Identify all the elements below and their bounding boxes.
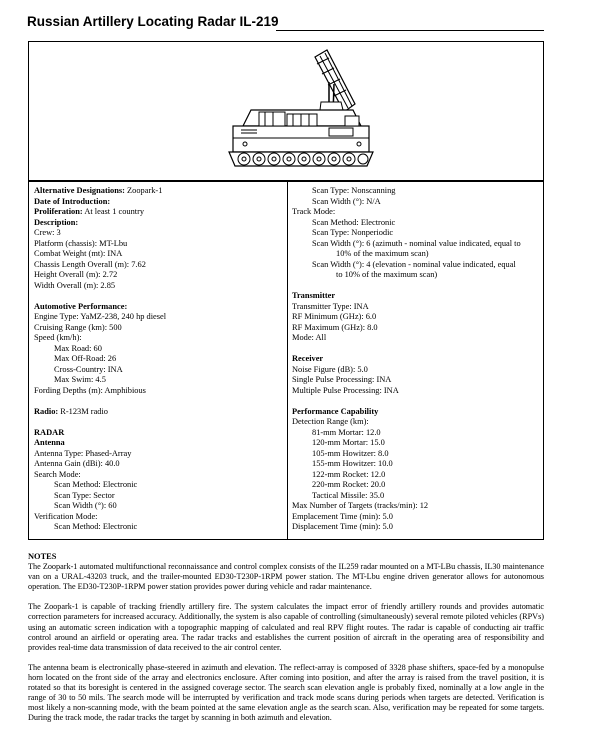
spacer — [34, 291, 282, 302]
spec-row: Combat Weight (mt): INA — [34, 249, 123, 258]
spec-row: Crew: 3 — [34, 228, 61, 237]
spec-row — [34, 197, 282, 208]
spec-row: Max Off-Road: 26 — [54, 354, 117, 363]
spec-label: Alternative Designations: — [34, 186, 125, 195]
page-title: Russian Artillery Locating Radar IL-219 — [27, 14, 279, 29]
spec-row: Tactical Missile: 35.0 — [312, 490, 385, 500]
spec-row: 105-mm Howitzer: 8.0 — [312, 448, 389, 458]
spec-row: Engine Type: YaMZ-238, 240 hp diesel — [34, 312, 167, 321]
spec-row: Noise Figure (dB): 5.0 — [292, 364, 368, 374]
spec-row: Platform (chassis): MT-Lbu — [34, 238, 128, 248]
spec-row: Scan Width (°): 60 — [54, 501, 117, 510]
spacer — [34, 417, 282, 428]
spec-row: RF Minimum (GHz): 6.0 — [292, 312, 377, 321]
notes-paragraph: The Zoopark-1 automated multifunctional reconnaissance and control complex consists of the IL259 radar mounted on a MT-LBu chassis, IL30 maintenance van on a URAL-43203 truck, and the trailer-mounted ED30-T230P-1RPM power station. The MT-Lbu engine driven generator allows for autonomous operation. The ED30-T230P-1RPM power station provides power during vehicle and radar maintenance. — [28, 562, 544, 592]
spec-row: Scan Method: Electronic — [312, 217, 396, 227]
spec-row: Search Mode: — [34, 469, 81, 479]
spec-row: Scan Method: Electronic — [54, 522, 138, 531]
spacer — [292, 344, 540, 355]
spec-row: Verification Mode: — [34, 511, 98, 521]
spec-row: 81-mm Mortar: 12.0 — [312, 427, 381, 437]
spec-row: 10% of the maximum scan) — [336, 249, 429, 258]
notes-section — [28, 552, 544, 730]
spec-value: R-123M radio — [58, 406, 108, 416]
spec-row — [34, 218, 282, 229]
spec-row: Scan Width (°): N/A — [312, 196, 381, 206]
spacer — [34, 396, 282, 407]
spec-row: Width Overall (m): 2.85 — [34, 280, 116, 290]
section-heading: Automotive Performance: — [34, 301, 128, 311]
specs-left-column — [34, 186, 282, 533]
spec-row: Scan Type: Nonperiodic — [312, 228, 394, 237]
notes-heading: NOTES — [28, 552, 57, 561]
spec-row — [34, 207, 282, 218]
spec-row: Detection Range (km): — [292, 417, 369, 426]
spec-row: Mode: All — [292, 333, 327, 342]
section-heading: Performance Capability — [292, 406, 379, 416]
spec-row: Scan Type: Nonscanning — [312, 186, 396, 195]
spec-row: Chassis Length Overall (m): 7.62 — [34, 259, 146, 269]
spec-label: Proliferation: — [34, 207, 83, 216]
section-heading: RADAR — [34, 427, 65, 437]
spec-row: to 10% of the maximum scan) — [336, 270, 438, 279]
specifications-table — [28, 181, 544, 540]
section-heading: Antenna — [34, 438, 65, 447]
notes-paragraph: The antenna beam is electronically phase-steered in azimuth and elevation. The reflect-array is composed of 3328 phase shifters, space-fed by a monopulse horn located on the front side of the array and electronics enclosure. After coming into position, and after the array is raised from the travel position, it is rotated so that its boresight is centered in the assigned coverage sector. The search scan elevation angle is probably fixed, nominally at a low angle in the range of 30 to 50 mils. The search mode will be interrupted by verification and track mode scans during periods when targets are detected. Verification is most likely a non-scanning mode, with the beam pointed at the same elevation angle as the search scan. Also, verification may be repeated for some targets. During the track mode, the radar tracks the target by scanning in both azimuth and elevation. — [28, 662, 544, 723]
specs-right-column — [292, 186, 540, 533]
spacer — [292, 396, 540, 407]
section-heading: Receiver — [292, 354, 324, 363]
radar-vehicle-illustration — [29, 42, 545, 182]
spec-row: Displacement Time (min): 5.0 — [292, 522, 393, 531]
spec-row: Cruising Range (km): 500 — [34, 322, 122, 332]
section-heading: Transmitter — [292, 291, 336, 300]
spec-row: Max Road: 60 — [54, 343, 102, 353]
spec-label: Date of Introduction: — [34, 196, 111, 206]
spec-value: Zoopark-1 — [124, 186, 163, 195]
spec-row: Scan Width (°): 4 (elevation - nominal value indicated, equal — [312, 259, 516, 269]
column-divider — [287, 182, 288, 539]
spec-row: Transmitter Type: INA — [292, 301, 369, 311]
title-underline — [276, 30, 544, 31]
spec-row: Speed (km/h): — [34, 333, 82, 342]
spec-row: Max Number of Targets (tracks/min): 12 — [292, 501, 429, 510]
spec-row: 155-mm Howitzer: 10.0 — [312, 459, 393, 468]
spec-row: Track Mode: — [292, 207, 336, 216]
spec-row: Height Overall (m): 2.72 — [34, 270, 118, 279]
spec-row — [34, 186, 282, 197]
spec-row: 120-mm Mortar: 15.0 — [312, 438, 385, 447]
spec-row: Fording Depths (m): Amphibious — [34, 385, 146, 395]
spec-row: Max Swim: 4.5 — [54, 375, 106, 384]
spec-row: Scan Method: Electronic — [54, 480, 138, 489]
spec-row: Cross-Country: INA — [54, 364, 123, 374]
spec-row: 220-mm Rocket: 20.0 — [312, 480, 386, 489]
spec-row: Emplacement Time (min): 5.0 — [292, 511, 393, 521]
vehicle-illustration-frame — [28, 41, 544, 181]
spec-row: Scan Width (°): 6 (azimuth - nominal value indicated, equal to — [312, 238, 521, 248]
notes-paragraph: The Zoopark-1 is capable of tracking friendly artillery fire. The system calculates the impact error of friendly artillery rounds and provides automatic correction parameters for increased accuracy. Additionally, the system is also capable of controlling (simultaneously) several remote piloted vehicles (RPVs) using an automatic screen indication with a topographic mapping of calculated and real RPV flight routes. The radar is capable of conducting air traffic control around an airfield or operating area. The radar tracks and establishes the current position of aircraft in the operating area of responsibility and provides real-time data transmission of data received to the air control center. — [28, 602, 544, 652]
spec-label: Radio: — [34, 406, 59, 416]
spec-row: Antenna Type: Phased-Array — [34, 448, 132, 458]
spacer — [292, 281, 540, 292]
spec-row: Multiple Pulse Processing: INA — [292, 385, 399, 395]
spec-row: RF Maximum (GHz): 8.0 — [292, 322, 378, 332]
spec-row: 122-mm Rocket: 12.0 — [312, 469, 386, 479]
spec-row: Scan Type: Sector — [54, 490, 115, 500]
spec-row: Antenna Gain (dBi): 40.0 — [34, 459, 120, 468]
spec-row: Single Pulse Processing: INA — [292, 375, 392, 384]
spec-row — [34, 407, 282, 418]
spec-label: Description: — [34, 217, 79, 227]
spec-value: At least 1 country — [82, 207, 145, 216]
